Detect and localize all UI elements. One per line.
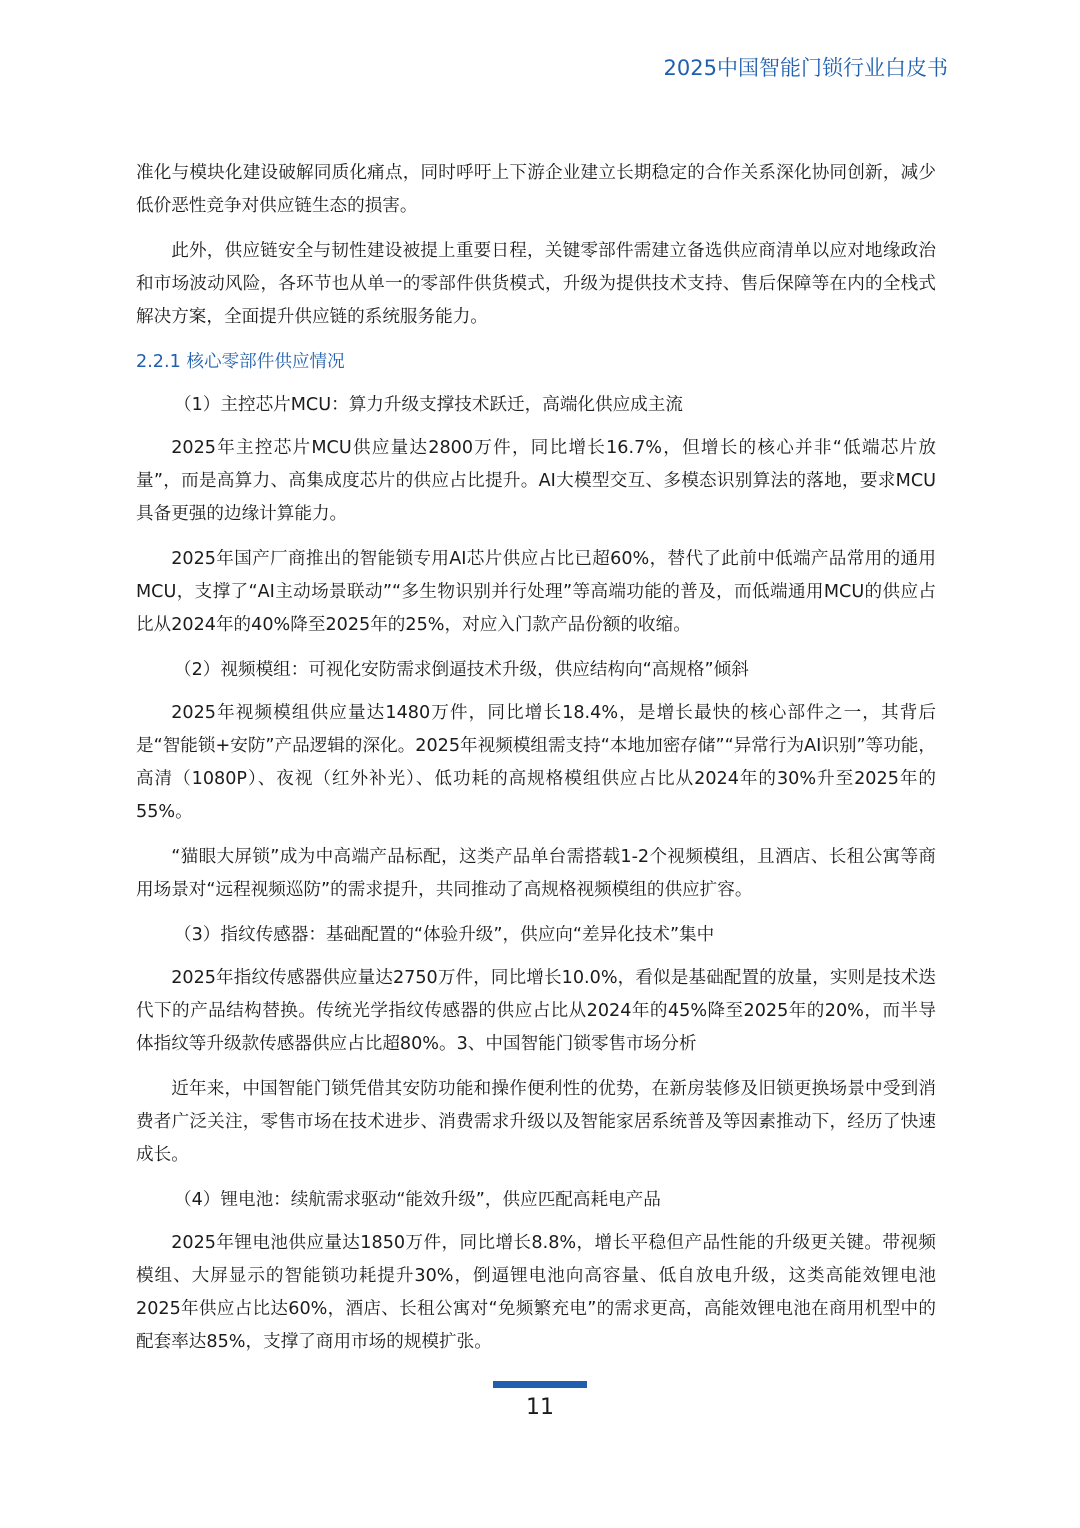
section-heading: 2.2.1 核心零部件供应情况: [136, 352, 345, 372]
paragraph: 近年来，中国智能门锁凭借其安防功能和操作便利性的优势，在新房装修及旧锁更换场景中受到消费者广泛关注，零售市场在技术进步、消费需求升级以及智能家居系统普及等因素推动下，经历了快速成长。: [136, 1079, 936, 1165]
footer-accent-bar: [493, 1381, 587, 1388]
paragraph: 2025年指纹传感器供应量达2750万件，同比增长10.0%，看似是基础配置的放量，实则是技术迭代下的产品结构替换。传统光学指纹传感器的供应占比从2024年的45%降至2025年的20%，而半导体指纹等升级款传感器供应占比超80%。3、中国智能门锁零售市场分析: [136, 968, 936, 1054]
paragraph: “猫眼大屏锁”成为中高端产品标配，这类产品单台需搭载1-2个视频模组，且酒店、长租公寓等商用场景对“远程视频巡防”的需求提升，共同推动了高规格视频模组的供应扩容。: [136, 847, 936, 900]
paragraph: 准化与模块化建设破解同质化痛点，同时呼吁上下游企业建立长期稳定的合作关系深化协同创新，减少低价恶性竞争对供应链生态的损害。: [136, 163, 936, 216]
page-body: [136, 157, 936, 1371]
page-number: 11: [526, 1395, 554, 1420]
paragraph: 此外，供应链安全与韧性建设被提上重要日程，关键零部件需建立备选供应商清单以应对地缘政治和市场波动风险，各环节也从单一的零部件供货模式，升级为提供技术支持、售后保障等在内的全栈式解决方案，全面提升供应链的系统服务能力。: [136, 241, 936, 327]
subsection-heading-battery: （4）锂电池：续航需求驱动“能效升级”，供应匹配高耗电产品: [174, 1190, 661, 1210]
paragraph: 2025年视频模组供应量达1480万件，同比增长18.4%，是增长最快的核心部件之一，其背后是“智能锁+安防”产品逻辑的深化。2025年视频模组需支持“本地加密存储”“异常行为AI识别”等功能，高清（1080P）、夜视（红外补光）、低功耗的高规格模组供应占比从2024年的30%升至2025年的55%。: [136, 703, 936, 822]
subsection-heading-fingerprint: （3）指纹传感器：基础配置的“体验升级”，供应向“差异化技术”集中: [174, 925, 715, 945]
paragraph: 2025年主控芯片MCU供应量达2800万件，同比增长16.7%，但增长的核心并非“低端芯片放量”，而是高算力、高集成度芯片的供应占比提升。AI大模型交互、多模态识别算法的落地，要求MCU具备更强的边缘计算能力。: [136, 438, 936, 524]
paragraph: 2025年国产厂商推出的智能锁专用AI芯片供应占比已超60%，替代了此前中低端产品常用的通用MCU，支撑了“AI主动场景联动”“多生物识别并行处理”等高端功能的普及，而低端通用MCU的供应占比从2024年的40%降至2025年的25%，对应入门款产品份额的收缩。: [136, 549, 936, 635]
subsection-heading-video: （2）视频模组：可视化安防需求倒逼技术升级，供应结构向“高规格”倾斜: [174, 660, 749, 680]
document-title: 2025中国智能门锁行业白皮书: [663, 56, 948, 80]
paragraph: 2025年锂电池供应量达1850万件，同比增长8.8%，增长平稳但产品性能的升级更关键。带视频模组、大屏显示的智能锁功耗提升30%，倒逼锂电池向高容量、低自放电升级，这类高能效锂电池2025年供应占比达60%，酒店、长租公寓对“免频繁充电”的需求更高，高能效锂电池在商用机型中的配套率达85%，支撑了商用市场的规模扩张。: [136, 1233, 936, 1352]
subsection-heading-mcu: （1）主控芯片MCU：算力升级支撑技术跃迁，高端化供应成主流: [174, 395, 683, 415]
